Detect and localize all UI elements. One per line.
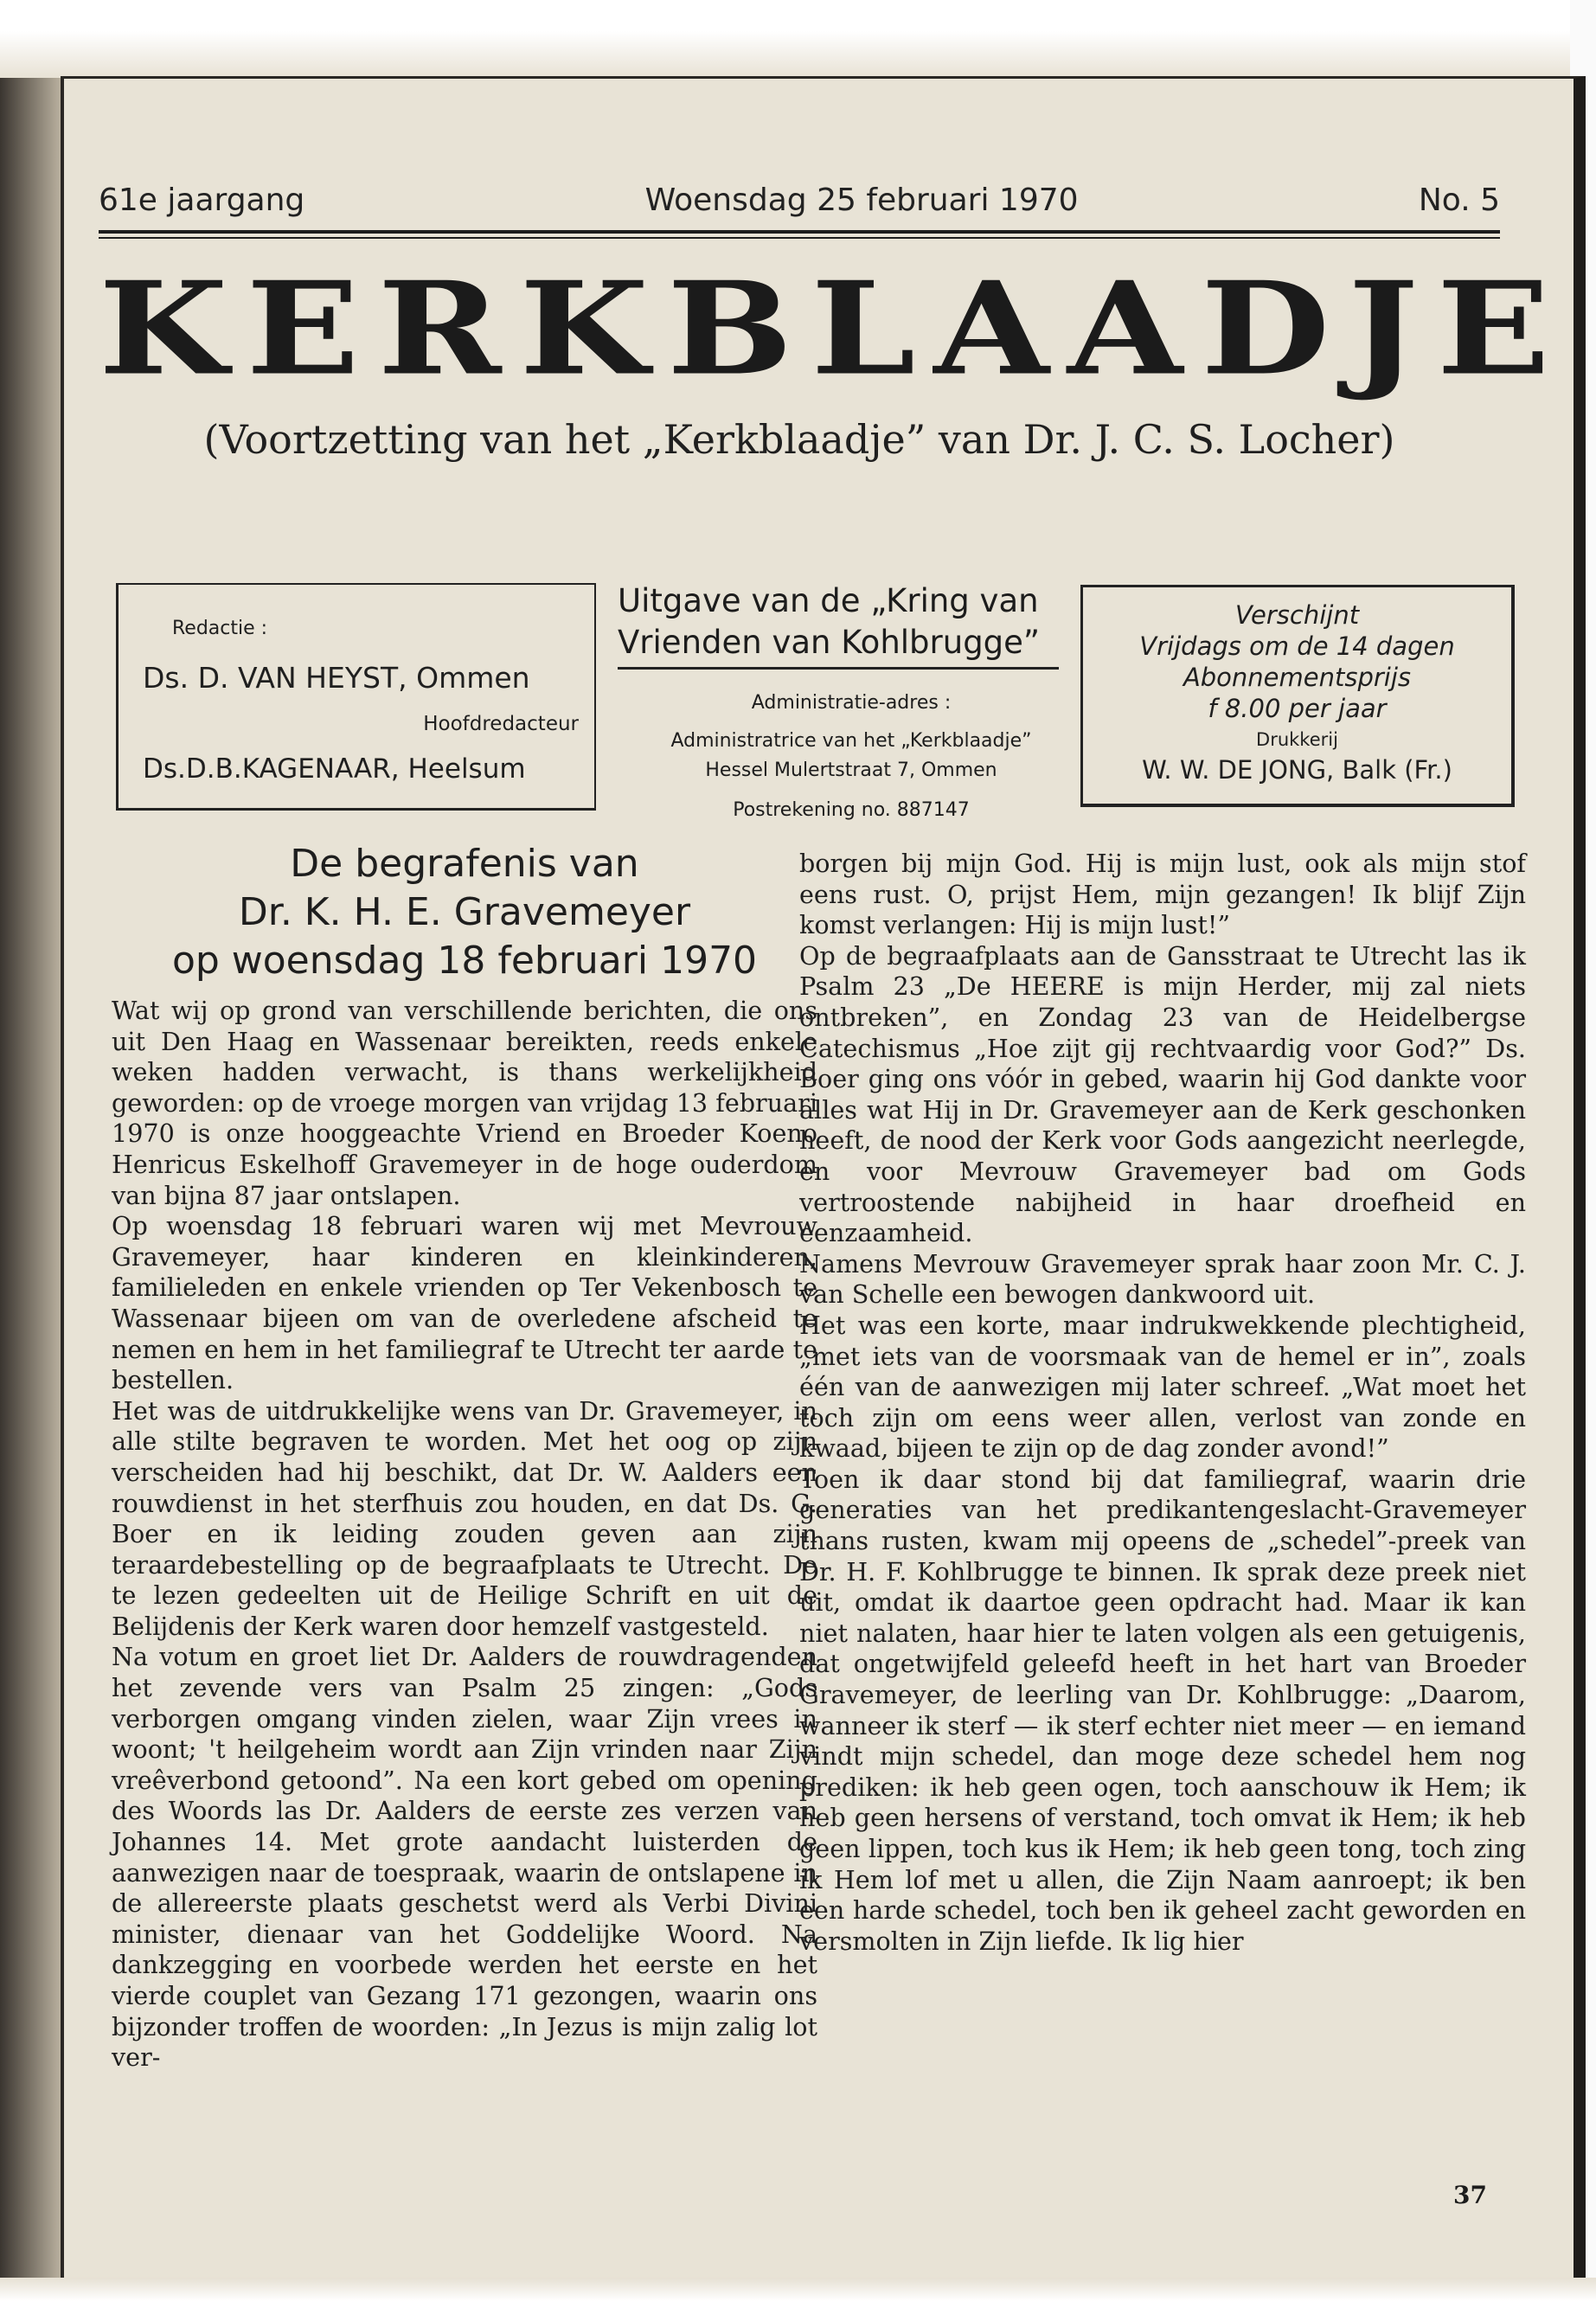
publisher-block bbox=[618, 580, 1085, 825]
header-rule bbox=[99, 230, 1500, 234]
volume-label: 61e jaargang bbox=[99, 183, 305, 218]
newspaper-page bbox=[61, 76, 1586, 2280]
admin-label: Administratie-adres : bbox=[751, 692, 952, 714]
article-column-left bbox=[112, 840, 817, 2073]
page-number: 37 bbox=[1453, 2181, 1487, 2209]
issue-number: No. 5 bbox=[1418, 183, 1500, 218]
publisher-line-1: Uitgave van de „Kring van bbox=[618, 582, 1039, 619]
masthead-subtitle: (Voortzetting van het „Kerkblaadje” van Dr. J. C. S. Locher) bbox=[203, 416, 1395, 463]
masthead-title: KERKBLAADJE bbox=[99, 253, 1568, 404]
article-paragraph: borgen bij mijn God. Hij is mijn lust, ook als mijn stof eens rust. O, prijst Hem, mijn gezangen! Ik blijf Zijn komst verlangen: Hij is mijn lust!” bbox=[799, 849, 1526, 940]
frequency-value: Vrijdags om de 14 dagen bbox=[1139, 631, 1455, 661]
editorial-label: Redactie : bbox=[172, 618, 268, 639]
header-line bbox=[99, 183, 1500, 218]
admin-line-1: Administratrice van het „Kerkblaadje” bbox=[670, 730, 1032, 752]
printer-label: Drukkerij bbox=[1256, 729, 1338, 750]
article-paragraph: Wat wij op grond van verschillende berichten, die ons uit Den Haag en Wassenaar bereikten, reeds enkele weken hadden verwacht, is thans werkelijkheid geworden: op de vroege morgen van vrijdag 13 februari 1970 is onze hooggeachte Vriend en Broeder Koeno Henricus Eskelhoff Gravemeyer in de hoge ouderdom van bijna 87 jaar ontslapen. bbox=[112, 996, 817, 1210]
frequency-label: Verschijnt bbox=[1234, 600, 1360, 630]
article-column-right bbox=[799, 849, 1526, 1957]
publisher-line-2: Vrienden van Kohlbrugge” bbox=[618, 624, 1041, 661]
article-paragraph: Na votum en groet liet Dr. Aalders de rouwdragenden het zevende vers van Psalm 25 zingen: „Gods verborgen omgang vinden zielen, waar Zijn vrees in woont; 't heilgeheim wordt aan Zijn vrinden naar Zijn vreêverbond getoond”. Na een kort gebed om opening des Woords las Dr. Aalders de eerste zes verzen van Johannes 14. Met grote aandacht luisterden de aanwezigen naar de toespraak, waarin de ontslapene in de allereerste plaats geschetst werd als Verbi Divini minister, dienaar van het Goddelijke Woord. Na dankzegging en voorbede werden het eerste en het vierde couplet van Gezang 171 gezongen, waarin ons bijzonder troffen de woorden: „In Jezus is mijn zalig lot ver- bbox=[112, 1642, 817, 2073]
header-rule-thin bbox=[99, 237, 1500, 239]
editor-name-2: Ds.D.B.KAGENAAR, Heelsum bbox=[143, 753, 526, 785]
editorial-box bbox=[116, 583, 596, 811]
article-paragraph: Toen ik daar stond bij dat familiegraf, waarin drie generaties van het predikantengeslacht-Gravemeyer thans rusten, kwam mij opeens de „schedel”-preek van Dr. H. F. Kohlbrugge te binnen. Ik sprak deze preek niet uit, omdat ik daartoe geen opdracht had. Maar ik kan niet nalaten, haar hier te laten volgen als een getuigenis, dat ongetwijfeld geleefd heeft in het hart van Broeder Gravemeyer, de leerling van Dr. Kohlbrugge: „Daarom, wanneer ik sterf — ik sterf echter niet meer — en iemand vindt mijn schedel, dan moge deze schedel hem nog prediken: ik heb geen ogen, toch aanschouw ik Hem; ik heb geen hersens of verstand, toch omvat ik Hem; ik heb geen lippen, toch kus ik Hem; ik heb geen tong, toch zing ik Hem lof met u allen, die Zijn Naam aanroept; ik ben een harde schedel, toch ben ik geheel zacht geworden en versmolten in Zijn liefde. Ik lig hier bbox=[799, 1464, 1526, 1956]
printer-name: W. W. DE JONG, Balk (Fr.) bbox=[1142, 755, 1452, 785]
editor-name-1: Ds. D. VAN HEYST, Ommen bbox=[143, 661, 530, 695]
postal-account: Postrekening no. 887147 bbox=[733, 799, 970, 821]
editor-role-1: Hoofdredacteur bbox=[423, 713, 579, 735]
subscription-price: f 8.00 per jaar bbox=[1208, 694, 1387, 723]
publisher-rule bbox=[618, 667, 1059, 670]
article-paragraph: Het was de uitdrukkelijke wens van Dr. Gravemeyer, in alle stilte begraven te worden. Met het oog op zijn verscheiden had hij beschikt, dat Dr. W. Aalders een rouwdienst in het sterfhuis zou houden, en dat Ds. G. Boer en ik leiding zouden geven aan zijn teraardebestelling op de begraafplaats te Utrecht. De te lezen gedeelten uit de Heilige Schrift en uit de Belijdenis der Kerk waren door hemzelf vastgesteld. bbox=[112, 1395, 817, 1641]
article-title-line-3: op woensdag 18 februari 1970 bbox=[171, 939, 758, 983]
article-title-line-1: De begrafenis van bbox=[290, 842, 639, 886]
article-paragraph: Namens Mevrouw Gravemeyer sprak haar zoon Mr. C. J. van Schelle een bewogen dankwoord uit. bbox=[799, 1248, 1526, 1310]
issue-date: Woensdag 25 februari 1970 bbox=[644, 183, 1079, 218]
scan-margin-top bbox=[0, 0, 1596, 78]
article-paragraph: Het was een korte, maar indrukwekkende plechtigheid, „met iets van de voorsmaak van de hemel er in”, zoals één van de aanwezigen mij later schreef. „Wat moet het toch zijn om eens weer allen, verlost van zonde en kwaad, bijeen te zijn op de dag zonder avond!” bbox=[799, 1310, 1526, 1464]
book-binding bbox=[0, 0, 61, 2301]
article-title-line-2: Dr. K. H. E. Gravemeyer bbox=[238, 890, 691, 934]
article-title bbox=[112, 840, 817, 985]
info-box bbox=[1080, 585, 1515, 807]
article-paragraph: Op woensdag 18 februari waren wij met Mevrouw Gravemeyer, haar kinderen en kleinkinderen, familieleden en enkele vrienden op Ter Vekenbosch te Wassenaar bijeen om van de overledene afscheid te nemen en hem in het familiegraf te Utrecht ter aarde te bestellen. bbox=[112, 1211, 817, 1395]
article-paragraph: Op de begraafplaats aan de Gansstraat te Utrecht las ik Psalm 23 „De HEERE is mijn Herder, mij zal niets ontbreken”, en Zondag 23 van de Heidelbergse Catechismus „Hoe zijt gij rechtvaardig voor God?” Ds. Boer ging ons vóór in gebed, waarin hij God dankte voor alles wat Hij in Dr. Gravemeyer aan de Kerk geschonken heeft, de nood der Kerk voor Gods aangezicht neerlegde, en voor Mevrouw Gravemeyer bad om Gods vertroostende nabijheid in haar droefheid en eenzaamheid. bbox=[799, 940, 1526, 1248]
admin-line-2: Hessel Mulertstraat 7, Ommen bbox=[705, 760, 997, 781]
scan-margin-bottom bbox=[0, 2278, 1596, 2301]
subscription-label: Abonnementsprijs bbox=[1183, 663, 1412, 692]
